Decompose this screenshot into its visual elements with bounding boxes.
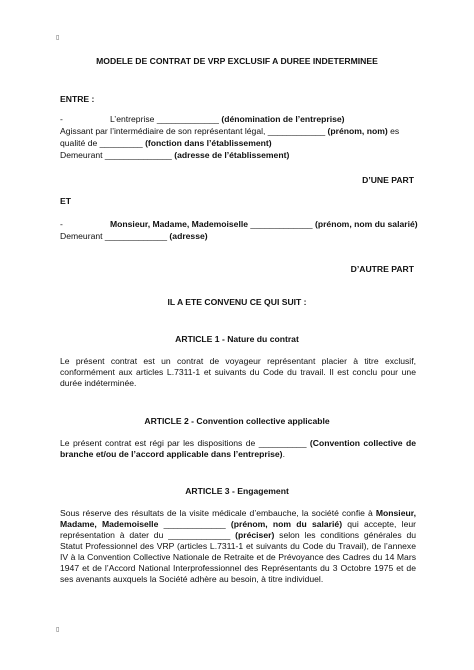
article-3-text-start: Sous réserve des résultats de la visite médicale d’embauche, la société confie à (60, 508, 376, 518)
employer-name-hint: (dénomination de l’entreprise) (221, 114, 345, 124)
article-2-body (60, 438, 416, 460)
article-2-hint: (Convention collective de branche et/ou de l’accord applicable dans l’entreprise) (60, 438, 416, 459)
article-1-body: Le présent contrat est un contrat de voyageur représentant placier à titre exclusif, conformément aux articles L.7311-1 et suivants du Code du travail. Il est conclu pour une durée indéterminée. (60, 356, 416, 388)
employee-civility: Monsieur, Madame, Mademoiselle (110, 219, 249, 229)
employee-line-2 (60, 231, 420, 242)
article-2-title: - Convention collective applicable (188, 416, 330, 426)
article-2-number: ARTICLE 2 (144, 416, 189, 426)
document-title: MODELE DE CONTRAT DE VRP EXCLUSIF A DUREE INDETERMINEE (96, 56, 378, 66)
employee-name-hint: (prénom, nom du salarié) (314, 219, 418, 229)
article-2-text: Le présent contrat est régi par les dispositions de __________ (60, 438, 310, 448)
article-2-period: . (282, 449, 285, 459)
article-1-number: ARTICLE 1 (175, 334, 220, 344)
convenu-heading: IL A ETE CONVENU CE QUI SUIT : (167, 297, 307, 307)
representative-hint: (prénom, nom) (327, 126, 388, 136)
employee-bullet: - (60, 219, 63, 229)
article-2-heading (60, 416, 414, 427)
article-3-name-hint: (prénom, nom du salarié) (230, 519, 343, 529)
article-3-date-text: qui accepte, leur représentation à dater du _____________ (60, 519, 416, 540)
article-3-heading (60, 486, 414, 497)
article-3-number: ARTICLE 3 (185, 486, 230, 496)
employer-bullet: - (60, 114, 63, 124)
dautre-part-label: D’AUTRE PART (350, 264, 414, 274)
article-3-date-hint: (préciser) (235, 530, 275, 540)
employer-line-2 (60, 126, 420, 137)
employee-address-text: Demeurant _____________ (60, 231, 170, 241)
employer-line-1 (110, 114, 420, 125)
quality-text: qualité de _________ (60, 138, 146, 148)
employer-line-4 (60, 150, 420, 161)
employer-address-text: Demeurant ______________ (60, 150, 175, 160)
employee-name-blank: _____________ (248, 219, 315, 229)
representative-text: Agissant par l’intermédiaire de son représentant légal, ____________ (60, 126, 328, 136)
article-1-title: - Nature du contrat (219, 334, 299, 344)
article-3-body (60, 508, 416, 585)
article-3-civility: Monsieur, Madame, Mademoiselle (60, 508, 416, 529)
et-label: ET (60, 196, 71, 206)
page-mark-top: ▯ (56, 35, 60, 41)
page-mark-bottom: ▯ (56, 627, 60, 633)
representative-suffix: es (387, 126, 400, 136)
employee-address-hint: (adresse) (169, 231, 208, 241)
article-3-title: - Engagement (229, 486, 289, 496)
article-3-name-blank: _____________ (158, 519, 231, 529)
employee-line-1 (110, 219, 420, 230)
employer-line-3 (60, 138, 420, 149)
article-1-heading (60, 334, 414, 345)
employer-address-hint: (adresse de l’établissement) (174, 150, 290, 160)
article-3-text-end: selon les conditions générales du Statut Professionnel des VRP (articles L.7311-1 et suivants du Code du Travail), de l’annexe IV à la Convention Collective Nationale de Retraite et de Prévoyance des Cadres du 14 Mars 1947 et de l’Accord National Interprofessionnel des Représentants du 3 Octobre 1975 et de ses avenants auxquels la Société adhère au besoin, à titre individuel. (60, 530, 417, 584)
entre-label: ENTRE : (60, 94, 95, 104)
dune-part-label: D’UNE PART (362, 175, 414, 185)
employer-name-text: L’entreprise _____________ (110, 114, 222, 124)
quality-hint: (fonction dans l’établissement) (145, 138, 272, 148)
